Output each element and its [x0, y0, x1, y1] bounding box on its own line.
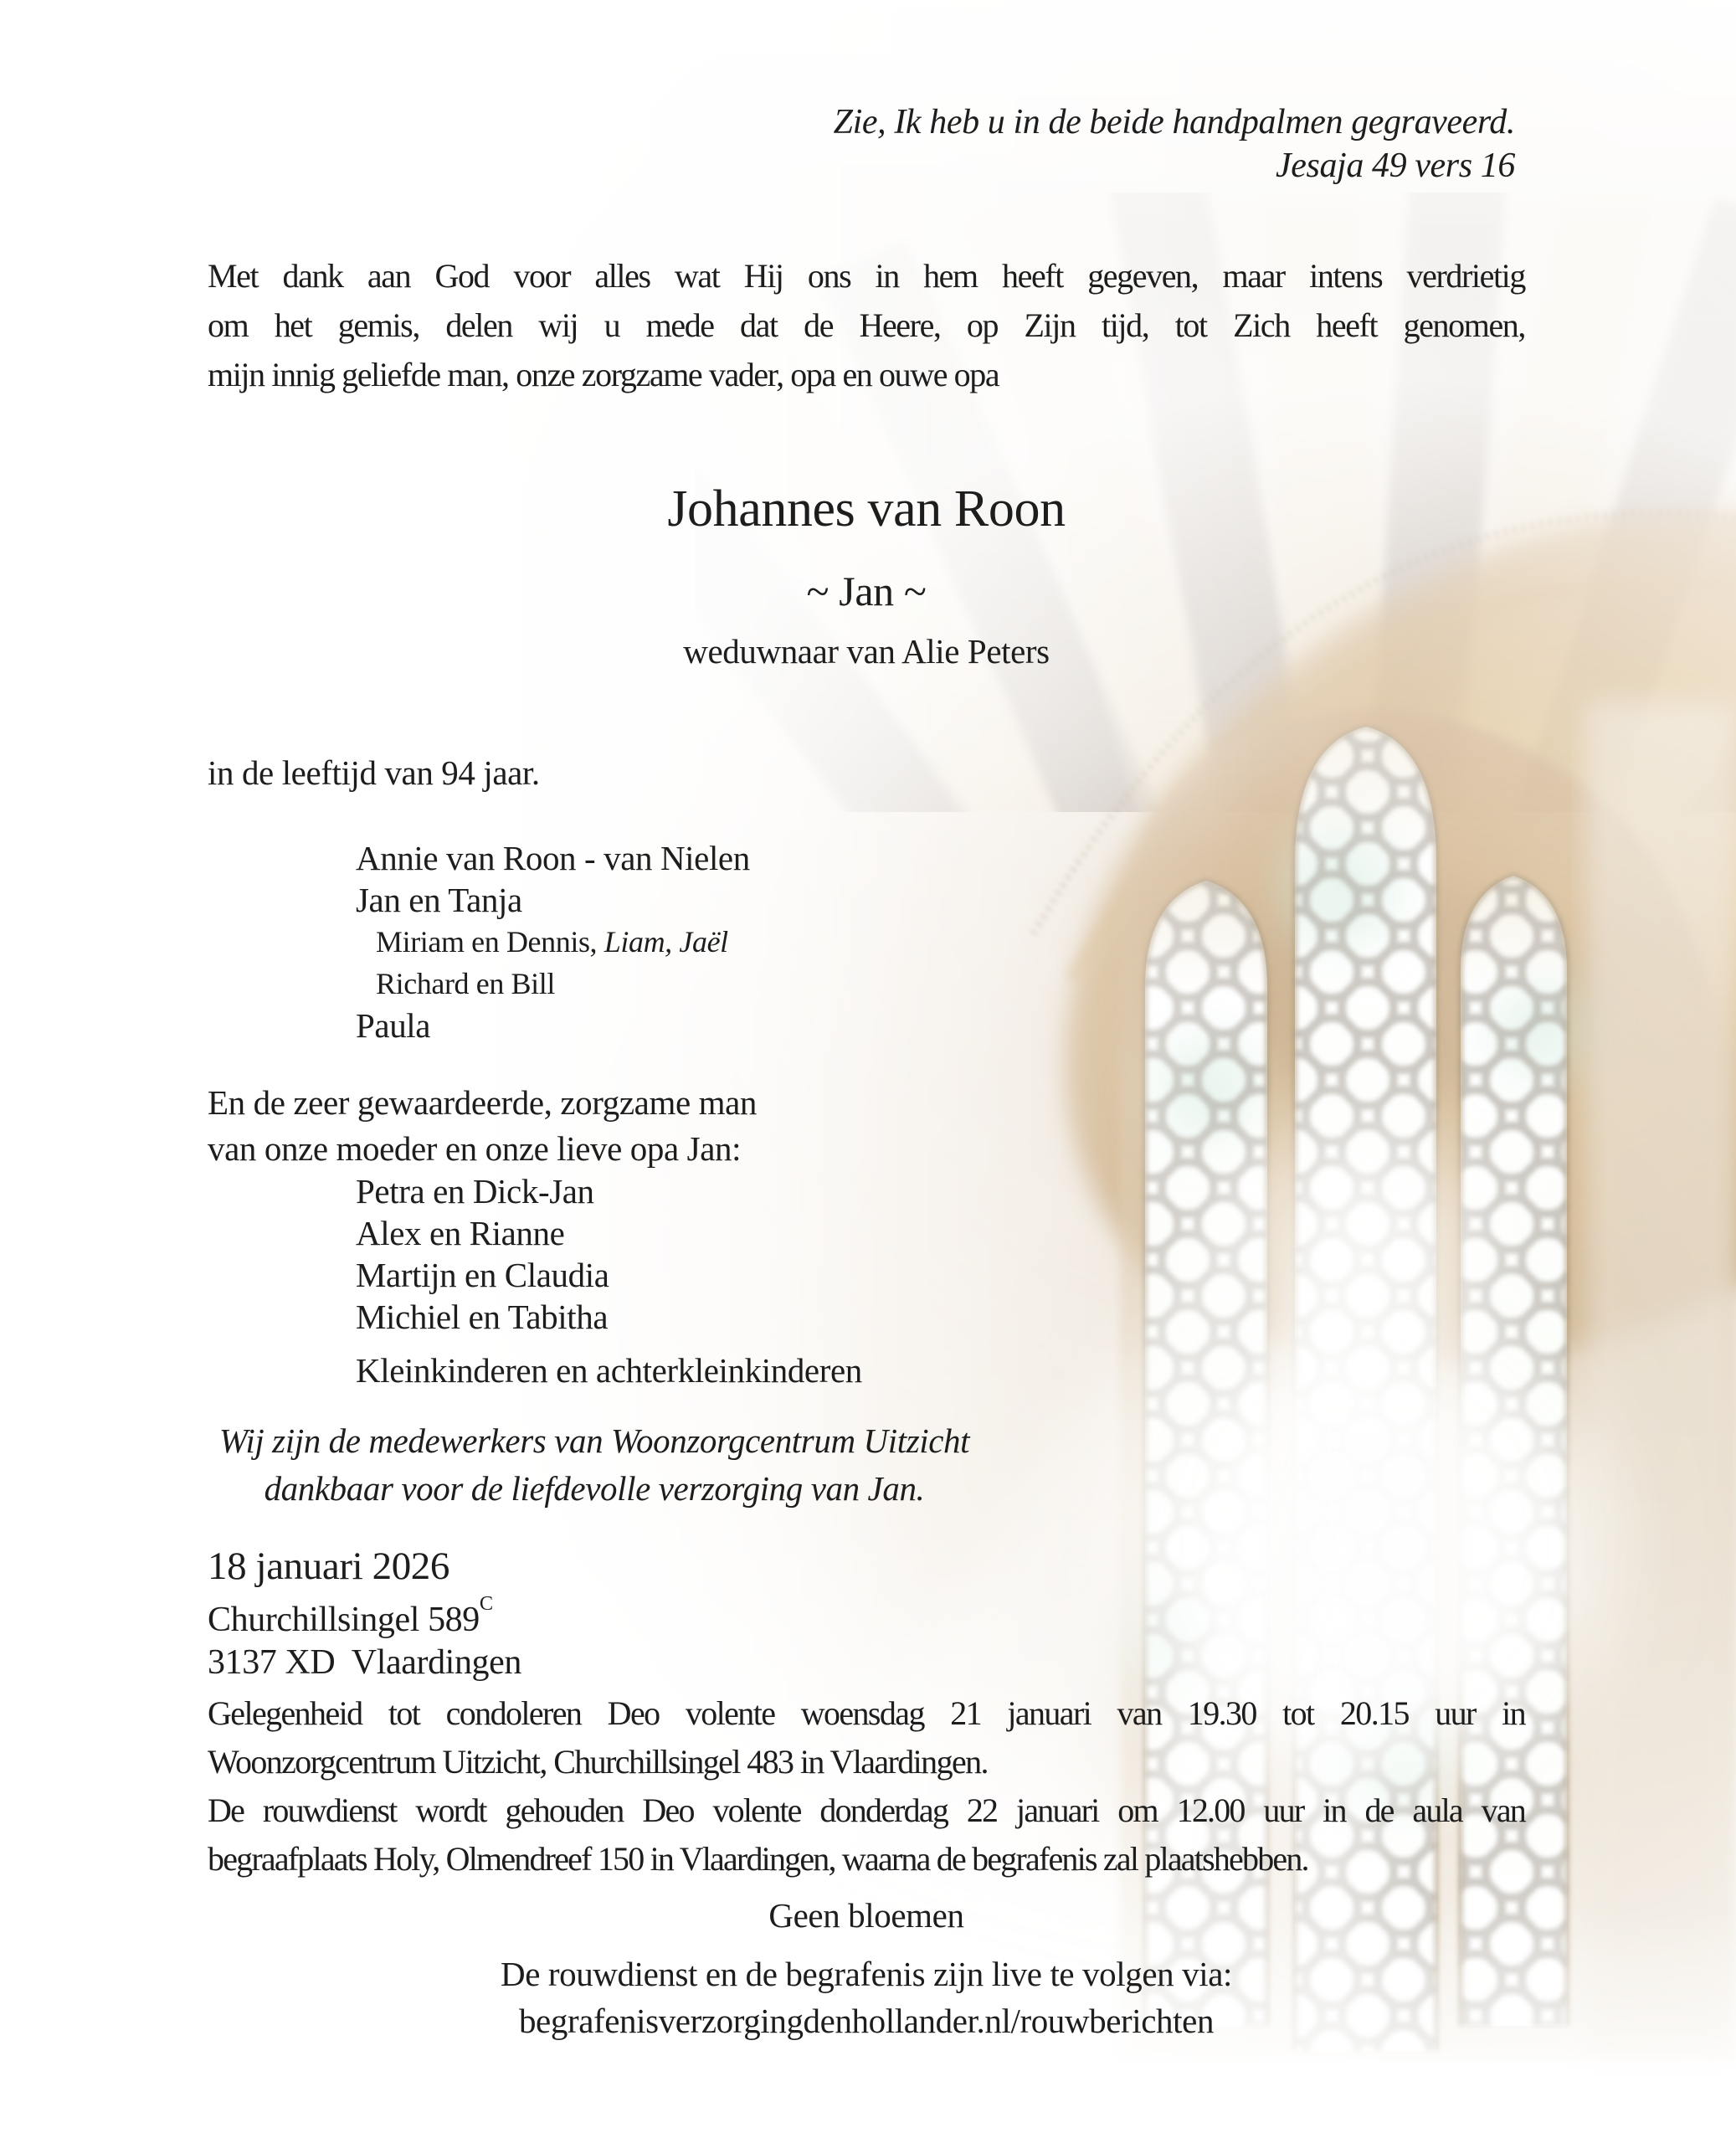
announcement-line: Met dank aan God voor alles wat Hij ons in hem heeft gegeven, maar intens verdrietig — [208, 257, 1525, 295]
second-family-intro — [208, 1080, 757, 1172]
family-member: Annie van Roon - van Nielen — [356, 839, 750, 877]
caregivers-note — [209, 1417, 979, 1513]
family-member: Miriam en Dennis, Liam, Jaël — [376, 925, 728, 959]
family-member: Alex en Rianne — [356, 1214, 565, 1252]
scripture-quote-text: Zie, Ik heb u in de beide handpalmen gegraveerd. — [833, 103, 1515, 141]
livestream-note — [208, 1951, 1525, 2044]
deceased-name: Johannes van Roon — [667, 481, 1066, 537]
funeral-service-line: De rouwdienst wordt gehouden Deo volente donderdag 22 januari om 12.00 uur in de aula van — [208, 1791, 1525, 1829]
scripture-quote — [208, 100, 1515, 188]
family-member: Michiel en Tabitha — [356, 1298, 609, 1336]
house-number-suffix: C — [479, 1591, 493, 1615]
date-line: 18 januari 2026 — [208, 1544, 449, 1588]
date-address-block — [208, 1542, 521, 1683]
family-member: Petra en Dick-Jan — [356, 1172, 594, 1210]
funeral-service-line: begraafplaats Holy, Olmendreef 150 in Vlaardingen, waarna de begrafenis zal plaatshebben. — [208, 1840, 1308, 1878]
stepchildren-list — [356, 1170, 609, 1338]
second-family-intro-line: En de zeer gewaardeerde, zorgzame man — [208, 1083, 757, 1122]
age-line: in de leeftijd van 94 jaar. — [208, 753, 540, 792]
address-street: Churchillsingel $589^C$ — [208, 1591, 493, 1639]
funeral-service-paragraph — [208, 1786, 1525, 1884]
grandchildren-names-italic: Liam, Jaël — [603, 925, 728, 959]
family-member: Jan en Tanja — [356, 881, 522, 919]
family-member: Paula — [356, 1006, 431, 1045]
deceased-nickname: ~ Jan ~ — [806, 568, 927, 614]
scripture-quote-reference: Jesaja 49 vers 16 — [1276, 146, 1515, 185]
announcement-line: mijn innig geliefde man, onze zorgzame vader, opa en ouwe opa — [208, 356, 999, 393]
widower-line: weduwnaar van Alie Peters — [683, 632, 1050, 671]
children-list — [356, 837, 750, 1046]
announcement-line: om het gemis, delen wij u mede dat de Heere, op Zijn tijd, tot Zich heeft genomen, — [208, 306, 1525, 344]
family-member: Richard en Bill — [376, 967, 555, 1000]
no-flowers-line: Geen bloemen — [768, 1896, 964, 1935]
address-postal-city: 3137 XD Vlaardingen — [208, 1643, 521, 1682]
grandchildren-line: Kleinkinderen en achterkleinkinderen — [356, 1351, 862, 1390]
announcement-paragraph — [208, 251, 1525, 399]
livestream-intro-line: De rouwdienst en de begrafenis zijn live te volgen via: — [500, 1955, 1232, 1993]
condolence-line: Woonzorgcentrum Uitzicht, Churchillsingel 483 in Vlaardingen. — [208, 1743, 988, 1781]
caregivers-note-line: Wij zijn de medewerkers van Woonzorgcentrum Uitzicht — [218, 1421, 970, 1460]
second-family-intro-line: van onze moeder en onze lieve opa Jan: — [208, 1129, 742, 1168]
condolence-paragraph — [208, 1689, 1525, 1786]
family-member: Martijn en Claudia — [356, 1256, 609, 1294]
caregivers-note-line: dankbaar voor de liefdevolle verzorging van Jan. — [264, 1469, 925, 1508]
livestream-url: begrafenisverzorgingdenhollander.nl/rouwberichten — [518, 2002, 1215, 2040]
condolence-line: Gelegenheid tot condoleren Deo volente woensdag 21 januari van 19.30 tot 20.15 uur in — [208, 1694, 1525, 1732]
